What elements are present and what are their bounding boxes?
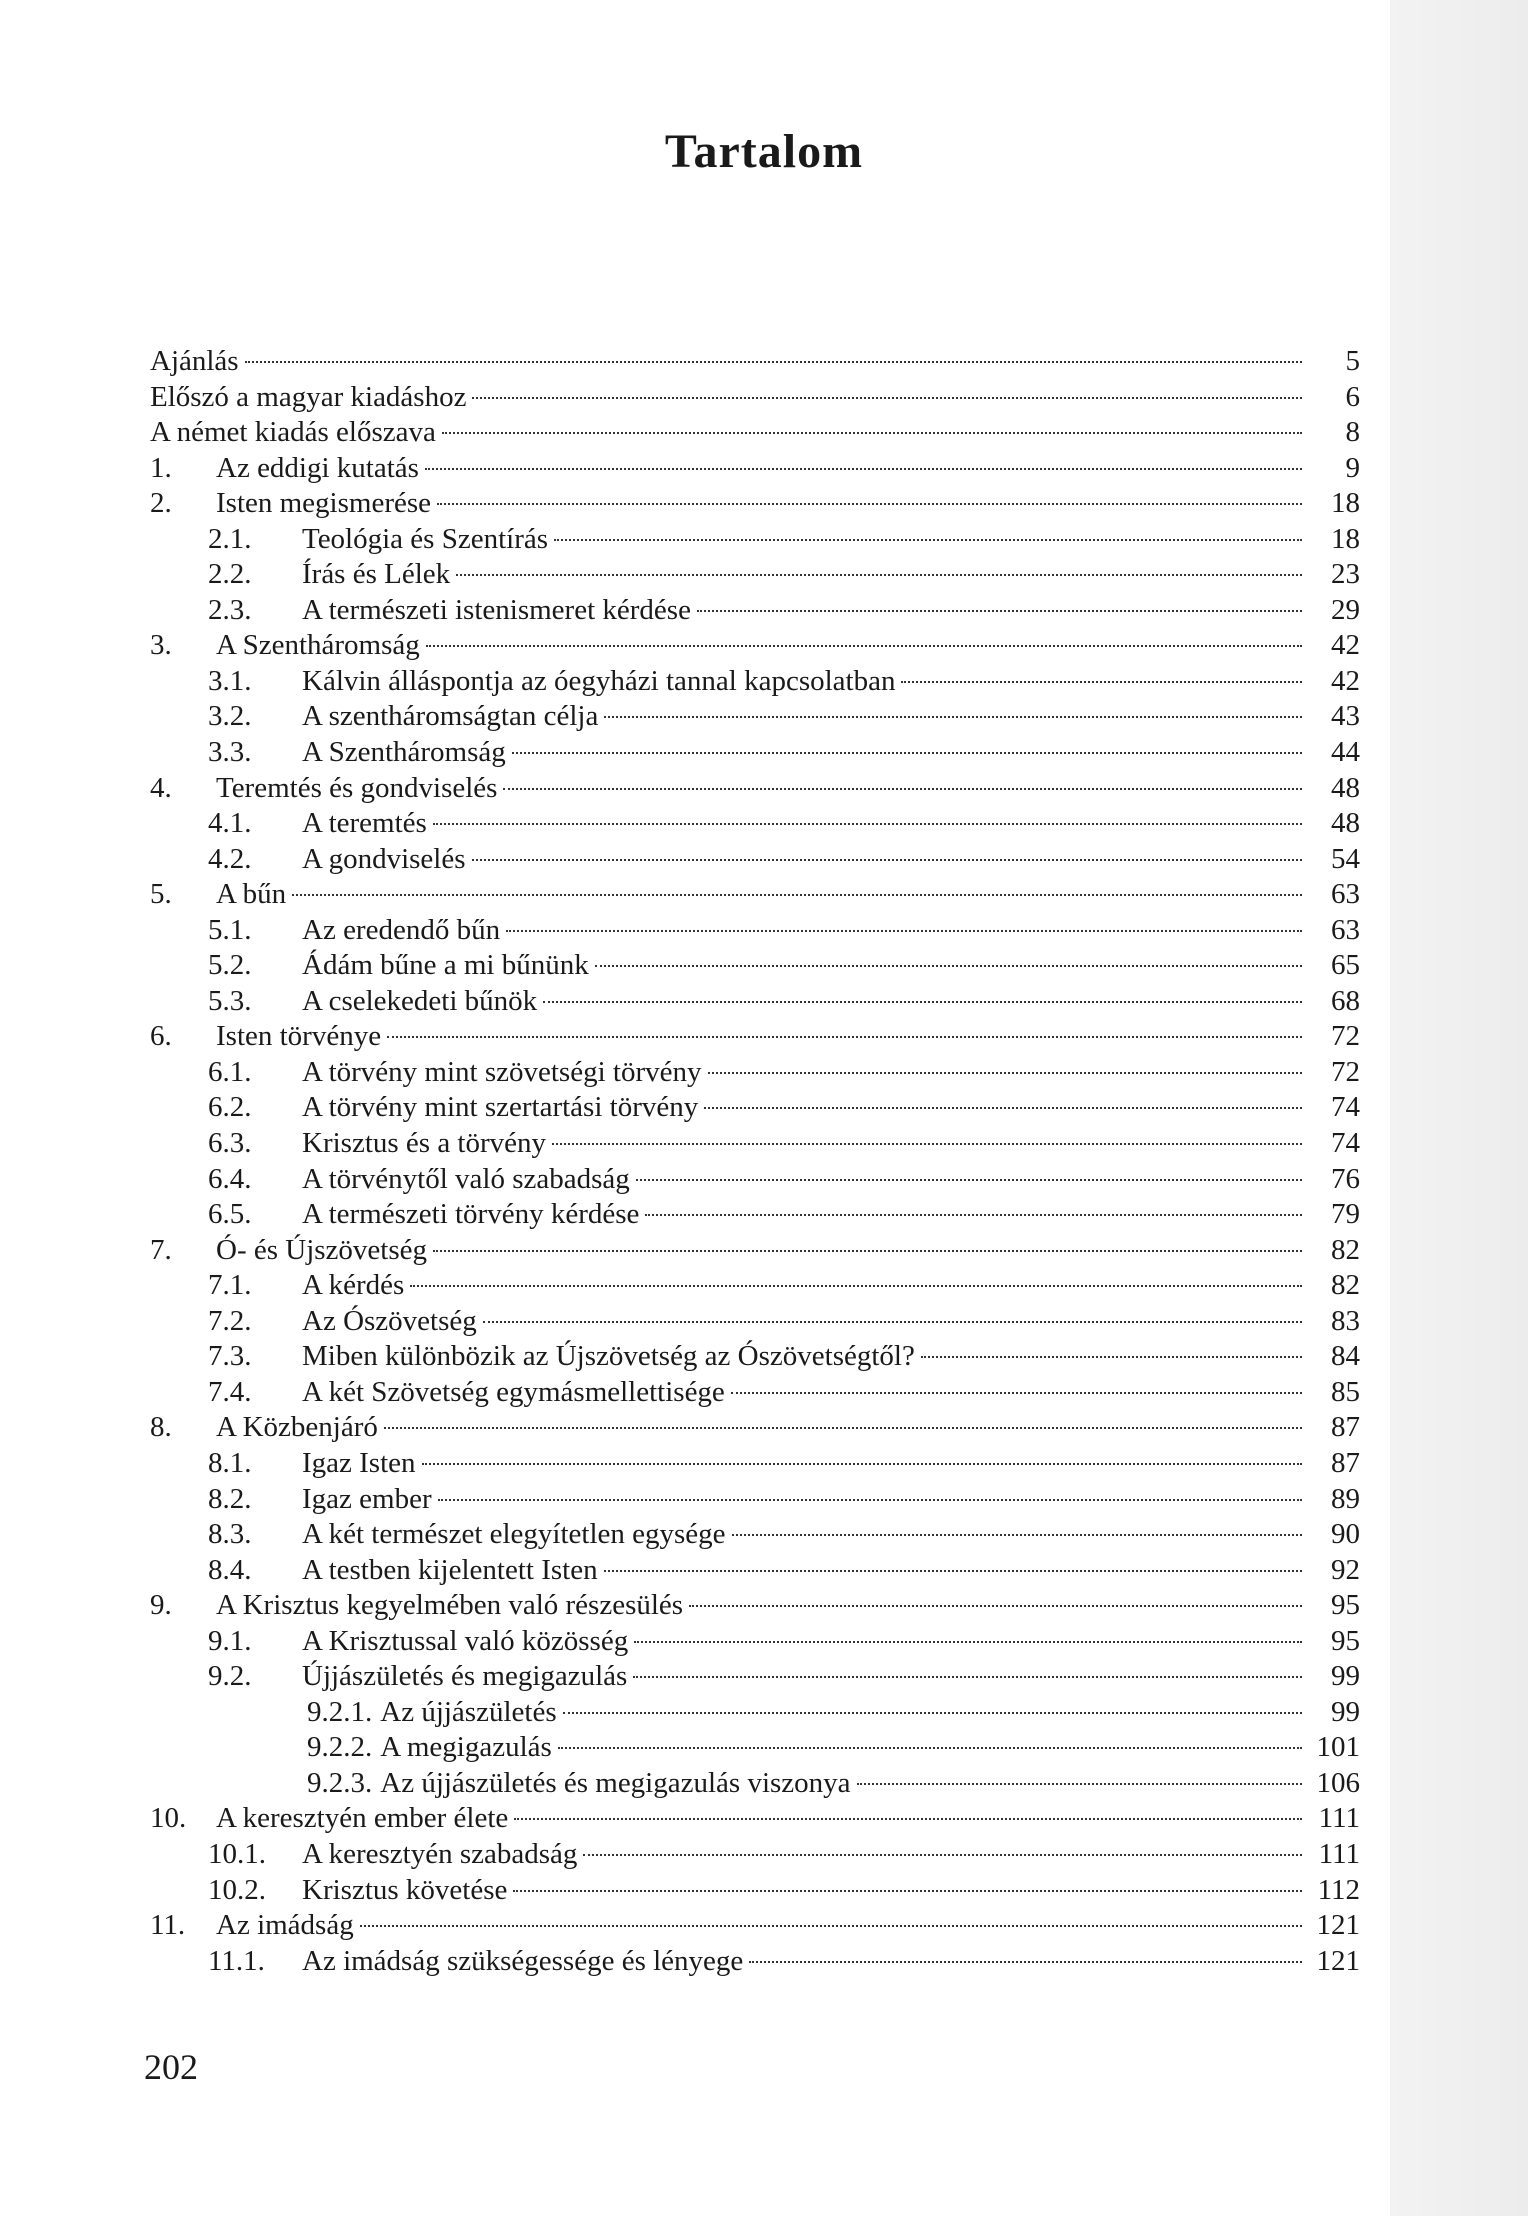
toc-entry-title: Teológia és Szentírás: [302, 522, 549, 555]
toc-entry-number: 8.1.: [208, 1446, 252, 1479]
toc-entry: [150, 1339, 1360, 1375]
toc-entry-number: 9.: [150, 1589, 172, 1622]
toc-entry-title: Az imádság szükségessége és lényege: [302, 1944, 744, 1977]
toc-entry: [150, 1517, 1360, 1553]
toc-entry-title: A kérdés: [302, 1269, 405, 1302]
toc-entry: [150, 1873, 1360, 1909]
toc-entry-page: 82: [1331, 1233, 1360, 1266]
toc-entry: [150, 1126, 1360, 1162]
toc-entry-number: 4.2.: [208, 842, 252, 875]
toc-entry: [150, 913, 1360, 949]
toc-entry-number: 1.: [150, 451, 172, 484]
toc-entry: [150, 664, 1360, 700]
toc-entry-page: 87: [1331, 1411, 1360, 1444]
toc-entry-page: 44: [1331, 736, 1360, 769]
dot-leader: [732, 1534, 1302, 1536]
toc-entry-number: 2.3.: [208, 593, 252, 626]
toc-entry-number: 11.1.: [208, 1944, 265, 1977]
toc-entry-title: A gondviselés: [302, 842, 466, 875]
toc-entry-title: A szentháromságtan célja: [302, 700, 599, 733]
toc-entry: [150, 557, 1360, 593]
toc-entry-title: A Krisztus kegyelmében való részesülés: [216, 1589, 684, 1622]
dot-leader: [514, 1818, 1302, 1820]
toc-entry: [150, 344, 1360, 380]
toc-entry-number: 6.5.: [208, 1198, 252, 1231]
dot-leader: [384, 1427, 1302, 1429]
toc-entry-page: 42: [1331, 664, 1360, 697]
toc-entry: [150, 628, 1360, 664]
dot-leader: [604, 716, 1302, 718]
toc-entry-number: 2.2.: [208, 558, 252, 591]
dot-leader: [543, 1001, 1302, 1003]
toc-entry-number: 9.2.1.: [307, 1695, 373, 1728]
toc-entry-title: A keresztyén ember élete: [216, 1802, 509, 1835]
toc-entry-number: 5.1.: [208, 913, 252, 946]
toc-entry-number: 7.4.: [208, 1375, 252, 1408]
toc-entry: [150, 1233, 1360, 1269]
toc-entry-number: 2.1.: [208, 522, 252, 555]
toc-entry-title: Előszó a magyar kiadáshoz: [150, 380, 467, 413]
toc-entry-number: 10.2.: [208, 1873, 266, 1906]
toc-entry: [150, 486, 1360, 522]
toc-entry-page: 8: [1345, 416, 1360, 449]
toc-entry-page: 83: [1331, 1304, 1360, 1337]
toc-entry-title: Kálvin álláspontja az óegyházi tannal kapcsolatban: [302, 664, 896, 697]
toc-entry-page: 5: [1345, 345, 1360, 377]
toc-entry-page: 63: [1331, 878, 1360, 911]
toc-entry: [150, 1410, 1360, 1446]
page-title: Tartalom: [664, 125, 864, 178]
toc-entry-page: 18: [1331, 487, 1360, 520]
toc-entry: [150, 593, 1360, 629]
toc-entry: [150, 451, 1360, 487]
toc-entry-number: 11.: [150, 1909, 186, 1942]
toc-entry-page: 29: [1331, 593, 1360, 626]
toc-entry-page: 23: [1331, 558, 1360, 591]
dot-leader: [433, 823, 1302, 825]
toc-entry: [150, 735, 1360, 771]
dot-leader: [472, 859, 1302, 861]
dot-leader: [512, 752, 1302, 754]
toc-entry-number: 7.2.: [208, 1304, 252, 1337]
toc-entry-title: A természeti istenismeret kérdése: [302, 593, 691, 626]
dot-leader: [437, 503, 1302, 505]
toc-entry-number: 7.1.: [208, 1269, 252, 1302]
toc-entry-page: 99: [1331, 1660, 1360, 1693]
toc-entry-title: A törvény mint szertartási törvény: [302, 1091, 699, 1124]
toc-entry-title: Igaz ember: [302, 1482, 432, 1515]
dot-leader: [422, 1463, 1302, 1465]
dot-leader: [472, 397, 1302, 399]
toc-entry: [150, 1766, 1360, 1802]
toc-entry-page: 89: [1331, 1482, 1360, 1515]
toc-entry: [150, 1730, 1360, 1766]
toc-entry: [150, 415, 1360, 451]
toc-entry: [150, 1090, 1360, 1126]
toc-entry-number: 3.3.: [208, 736, 252, 769]
page-edge-shadow: [1390, 0, 1528, 2216]
toc-entry-title: Igaz Isten: [302, 1446, 416, 1479]
toc-entry-title: A cselekedeti bűnök: [302, 984, 538, 1017]
toc-entry: [150, 1801, 1360, 1837]
dot-leader: [921, 1356, 1302, 1358]
dot-leader: [697, 610, 1302, 612]
toc-entry-page: 48: [1331, 807, 1360, 840]
toc-entry-title: A természeti törvény kérdése: [302, 1198, 640, 1231]
dot-leader: [731, 1392, 1302, 1394]
dot-leader: [749, 1961, 1302, 1963]
toc-entry: [150, 984, 1360, 1020]
toc-entry-number: 5.2.: [208, 949, 252, 982]
toc-entry-title: Az újjászületés és megigazulás viszonya: [380, 1766, 851, 1799]
toc-entry-title: A Krisztussal való közösség: [302, 1624, 629, 1657]
dot-leader: [552, 1143, 1302, 1145]
toc-entry-page: 101: [1316, 1731, 1360, 1764]
dot-leader: [245, 361, 1302, 363]
toc-entry: [150, 1695, 1360, 1731]
toc-entry-title: Az Ószövetség: [302, 1304, 477, 1337]
dot-leader: [442, 432, 1302, 434]
toc-entry-title: Isten törvénye: [216, 1020, 382, 1053]
toc-entry-number: 10.: [150, 1802, 187, 1835]
toc-entry: [150, 1588, 1360, 1624]
toc-entry: [150, 948, 1360, 984]
toc-entry-page: 121: [1316, 1909, 1360, 1942]
toc-entry-title: A keresztyén szabadság: [302, 1837, 578, 1870]
toc-entry-page: 95: [1331, 1624, 1360, 1657]
toc-entry-number: 8.2.: [208, 1482, 252, 1515]
toc-entry-title: A két természet elegyítetlen egysége: [302, 1518, 726, 1551]
dot-leader: [634, 1641, 1302, 1643]
toc-entry: [150, 1197, 1360, 1233]
toc-entry-number: 6.3.: [208, 1127, 252, 1160]
toc-entry-page: 74: [1331, 1127, 1360, 1160]
toc-entry-page: 111: [1318, 1837, 1360, 1870]
toc-entry: [150, 1837, 1360, 1873]
toc-entry-page: 92: [1331, 1553, 1360, 1586]
dot-leader: [604, 1570, 1302, 1572]
toc-entry-title: A törvény mint szövetségi törvény: [302, 1055, 702, 1088]
toc-entry-page: 90: [1331, 1518, 1360, 1551]
toc-entry-page: 72: [1331, 1020, 1360, 1053]
toc-entry-title: A teremtés: [302, 807, 427, 840]
toc-entry: [150, 1908, 1360, 1944]
toc-entry-page: 106: [1316, 1766, 1360, 1799]
toc-entry-number: 9.2.: [208, 1660, 252, 1693]
toc-entry-number: 10.1.: [208, 1837, 266, 1870]
toc-entry-title: Írás és Lélek: [302, 558, 451, 591]
toc-entry: [150, 1019, 1360, 1055]
toc-entry-page: 18: [1331, 522, 1360, 555]
dot-leader: [503, 788, 1302, 790]
toc-entry: [150, 877, 1360, 913]
toc-entry-number: 3.2.: [208, 700, 252, 733]
toc-entry-title: Miben különbözik az Újszövetség az Ószövetségtől?: [302, 1340, 915, 1373]
toc-entry-page: 99: [1331, 1695, 1360, 1728]
toc-entry-title: Teremtés és gondviselés: [216, 771, 498, 804]
toc-entry-title: Ajánlás: [150, 345, 239, 377]
dot-leader: [689, 1605, 1302, 1607]
toc-entry-title: Az eredendő bűn: [302, 913, 501, 946]
toc-entry-number: 4.1.: [208, 807, 252, 840]
toc-entry-page: 121: [1316, 1944, 1360, 1977]
table-of-contents: [150, 344, 1360, 1979]
toc-entry-page: 42: [1331, 629, 1360, 662]
toc-entry-number: 2.: [150, 487, 172, 520]
toc-entry-page: 54: [1331, 842, 1360, 875]
toc-entry: [150, 1659, 1360, 1695]
toc-entry-number: 3.1.: [208, 664, 252, 697]
page-number: 202: [144, 2047, 198, 2087]
toc-entry-page: 84: [1331, 1340, 1360, 1373]
toc-entry-title: A testben kijelentett Isten: [302, 1553, 598, 1586]
toc-entry-number: 8.4.: [208, 1553, 252, 1586]
toc-entry: [150, 1446, 1360, 1482]
dot-leader: [633, 1676, 1302, 1678]
toc-entry-title: Az újjászületés: [380, 1695, 557, 1728]
dot-leader: [558, 1747, 1302, 1749]
toc-entry: [150, 842, 1360, 878]
toc-entry-title: A megigazulás: [380, 1731, 552, 1764]
dot-leader: [636, 1179, 1302, 1181]
toc-entry-title: A német kiadás előszava: [150, 416, 436, 449]
toc-entry-page: 65: [1331, 949, 1360, 982]
dot-leader: [708, 1072, 1303, 1074]
dot-leader: [426, 645, 1302, 647]
dot-leader: [483, 1321, 1302, 1323]
dot-leader: [901, 681, 1302, 683]
toc-entry-title: A törvénytől való szabadság: [302, 1162, 630, 1195]
toc-entry-page: 72: [1331, 1055, 1360, 1088]
toc-entry: [150, 522, 1360, 558]
toc-entry-page: 63: [1331, 913, 1360, 946]
dot-leader: [387, 1036, 1302, 1038]
toc-entry-title: Az imádság: [216, 1909, 354, 1942]
toc-entry-page: 43: [1331, 700, 1360, 733]
dot-leader: [425, 468, 1302, 470]
toc-entry: [150, 699, 1360, 735]
dot-leader: [292, 894, 1302, 896]
toc-entry-number: 6.2.: [208, 1091, 252, 1124]
dot-leader: [645, 1214, 1302, 1216]
toc-entry-page: 76: [1331, 1162, 1360, 1195]
toc-entry-number: 7.: [150, 1233, 172, 1266]
toc-entry-title: Krisztus követése: [302, 1873, 508, 1906]
dot-leader: [595, 965, 1302, 967]
toc-entry-page: 112: [1317, 1873, 1360, 1906]
dot-leader: [513, 1890, 1302, 1892]
toc-entry: [150, 1268, 1360, 1304]
toc-entry: [150, 1944, 1360, 1980]
toc-entry-title: Krisztus és a törvény: [302, 1127, 547, 1160]
toc-entry-number: 5.3.: [208, 984, 252, 1017]
toc-entry-number: 8.: [150, 1411, 172, 1444]
toc-entry-title: Isten megismerése: [216, 487, 432, 520]
toc-entry-number: 6.4.: [208, 1162, 252, 1195]
toc-entry-number: 5.: [150, 878, 172, 911]
toc-entry-number: 8.3.: [208, 1518, 252, 1551]
toc-entry-page: 74: [1331, 1091, 1360, 1124]
toc-entry-title: A Szentháromság: [216, 629, 420, 662]
toc-entry-title: Ó- és Újszövetség: [216, 1233, 428, 1266]
dot-leader: [410, 1285, 1302, 1287]
toc-entry: [150, 1162, 1360, 1198]
dot-leader: [506, 930, 1302, 932]
dot-leader: [554, 539, 1302, 541]
toc-entry-page: 6: [1345, 380, 1360, 413]
toc-entry-title: A bűn: [216, 878, 287, 911]
toc-entry: [150, 380, 1360, 416]
toc-entry: [150, 1553, 1360, 1589]
toc-entry-number: 6.: [150, 1020, 172, 1053]
dot-leader: [583, 1854, 1302, 1856]
dot-leader: [438, 1499, 1302, 1501]
toc-entry-page: 68: [1331, 984, 1360, 1017]
toc-entry-number: 7.3.: [208, 1340, 252, 1373]
toc-entry-number: 9.2.3.: [307, 1766, 373, 1799]
dot-leader: [433, 1250, 1302, 1252]
toc-entry: [150, 1624, 1360, 1660]
toc-entry-title: Az eddigi kutatás: [216, 451, 419, 484]
toc-entry-title: A két Szövetség egymásmellettisége: [302, 1375, 725, 1408]
toc-entry-page: 9: [1345, 451, 1360, 484]
toc-entry-page: 85: [1331, 1375, 1360, 1408]
toc-entry-number: 9.2.2.: [307, 1731, 373, 1764]
toc-entry-page: 111: [1318, 1802, 1360, 1835]
toc-entry-page: 95: [1331, 1589, 1360, 1622]
toc-entry-title: A Közbenjáró: [216, 1411, 378, 1444]
toc-entry-number: 6.1.: [208, 1055, 252, 1088]
toc-entry-title: Újjászületés és megigazulás: [302, 1660, 628, 1693]
dot-leader: [563, 1712, 1302, 1714]
toc-entry-title: A Szentháromság: [302, 736, 506, 769]
toc-entry-number: 9.1.: [208, 1624, 252, 1657]
toc-entry: [150, 1055, 1360, 1091]
toc-entry: [150, 1482, 1360, 1518]
toc-entry-number: 3.: [150, 629, 172, 662]
toc-entry: [150, 1304, 1360, 1340]
dot-leader: [857, 1783, 1302, 1785]
dot-leader: [360, 1925, 1302, 1927]
dot-leader: [704, 1107, 1302, 1109]
toc-entry-number: 4.: [150, 771, 172, 804]
toc-entry-page: 48: [1331, 771, 1360, 804]
toc-entry-title: Ádám bűne a mi bűnünk: [302, 949, 589, 982]
toc-entry-page: 82: [1331, 1269, 1360, 1302]
toc-entry: [150, 1375, 1360, 1411]
toc-entry: [150, 771, 1360, 807]
dot-leader: [456, 574, 1302, 576]
toc-entry-page: 79: [1331, 1198, 1360, 1231]
toc-entry-page: 87: [1331, 1446, 1360, 1479]
toc-entry: [150, 806, 1360, 842]
